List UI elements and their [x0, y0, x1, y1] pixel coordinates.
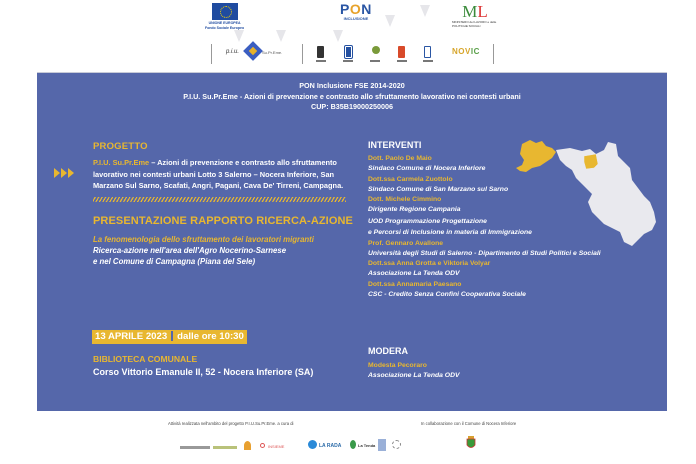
moderator-name: Modesta Pecoraro	[368, 362, 427, 369]
eu-logo	[205, 3, 244, 30]
nocera-inferiore-crest-icon	[466, 436, 476, 450]
modera-title: MODERA	[368, 346, 408, 356]
progetto-line3: Marzano Sul Sarno, Scafati, Angri, Pagani, Cava De' Tirreni, Campagna.	[93, 181, 344, 190]
speaker-name: Dott.ssa Carmela Zuottolo	[368, 175, 453, 183]
nocera-crest-icon	[317, 46, 324, 58]
decor-triangle	[234, 30, 244, 42]
speaker-name: Dott. Michele Cimmino	[368, 196, 442, 203]
speaker-role: Dirigente Regione Campania	[368, 206, 461, 213]
decor-triangle	[276, 30, 286, 42]
partner-logo-la-tenda: La Tenda	[358, 443, 376, 448]
partner-logo	[180, 446, 210, 449]
separator	[171, 331, 173, 341]
partner-logo-insieme: INSIEME	[268, 444, 285, 449]
moderator	[368, 361, 460, 382]
presentation-subtitle	[93, 234, 314, 267]
logo-caption	[397, 60, 407, 62]
progetto-line2: lavorativo nei contesti urbani Lotto 3 Salerno – Nocera Inferiore, San	[93, 169, 335, 179]
progetto-title: PROGETTO	[93, 141, 148, 152]
presentation-subtitle-line2: Ricerca-azione nell'area dell'Agro Nocerino-Sarnese	[93, 246, 287, 255]
header-line-project: P.I.U. Su.Pr.Eme - Azioni di prevenzione e contrasto allo sfruttamento lavorativo nei contesti urbani	[183, 91, 521, 101]
partner-logos	[180, 439, 400, 455]
footer-right-caption: In collaborazione con il Comune di Nocera Inferiore	[421, 421, 517, 426]
eu-logo-line1: UNIONE EUROPEA	[208, 21, 241, 25]
map-salerno-province	[556, 142, 656, 246]
decor-triangle	[420, 5, 430, 17]
campania-region-icon	[345, 46, 352, 58]
top-logo-bar	[0, 0, 696, 72]
progetto-description	[93, 157, 343, 192]
eu-flag-icon	[212, 3, 238, 20]
chevron-right-icon	[54, 168, 75, 178]
partner-logo	[392, 440, 401, 449]
speaker-name: Dott.ssa Anna Grotta e Viktoria Volyar	[368, 260, 491, 267]
eu-logo-line2: Fondo Sociale Europeo	[205, 26, 245, 30]
ministry-logo-mark: ML	[462, 2, 488, 21]
speaker-role: Sindaco Comune di San Marzano sul Sarno	[368, 185, 509, 193]
divider	[211, 44, 212, 64]
date-time-badge	[92, 330, 247, 344]
decor-triangle	[333, 30, 343, 42]
divider	[493, 44, 494, 64]
speaker-item	[368, 280, 658, 301]
speaker-name: Dott.ssa Annamaria Paesano	[368, 280, 462, 288]
speaker-name: Dott. Paolo De Maio	[368, 155, 432, 162]
logo-caption	[316, 60, 326, 62]
ministry-logo	[452, 3, 498, 28]
logo-caption	[343, 60, 353, 62]
piu-supreme-star-icon	[243, 41, 263, 61]
interventi-title: INTERVENTI	[368, 140, 422, 150]
pon-inclusione-logo	[340, 2, 372, 21]
speaker-item	[368, 259, 658, 280]
hatch-divider	[93, 197, 346, 202]
map-highlight-agro-nocerino	[516, 140, 556, 172]
partner-logo	[350, 440, 356, 449]
progetto-line1: – Azioni di prevenzione e contrasto allo sfruttamento	[149, 158, 337, 167]
partner-logo-la-rada: LA RADA	[319, 443, 342, 449]
speaker-role: e Percorsi di Inclusione in materia di Immigrazione	[368, 229, 532, 236]
speaker-role: Associazione La Tenda ODV	[368, 270, 460, 277]
supreme-logo-text: Su.Pr.Eme.	[262, 50, 283, 55]
partner-logo	[213, 446, 237, 449]
moderator-role: Associazione La Tenda ODV	[368, 372, 460, 379]
prefecture-icon	[424, 46, 431, 58]
speaker-role: Università degli Studi di Salerno - Dipartimento di Studi Politici e Sociali	[368, 249, 601, 257]
speaker-name: Prof. Gennaro Avallone	[368, 239, 444, 247]
program-header	[37, 81, 667, 113]
sicily-region-icon	[398, 46, 405, 58]
speaker-role: Sindaco Comune di Nocera Inferiore	[368, 165, 486, 172]
partner-logo	[378, 439, 386, 451]
divider	[302, 44, 303, 64]
ministry-logo-subtitle: MINISTERO del LAVORO e delle POLITICHE SOCIALI	[452, 20, 497, 28]
venue-name: BIBLIOTECA COMUNALE	[93, 354, 198, 364]
event-time: dalle ore 10:30	[177, 331, 244, 342]
event-panel	[37, 73, 667, 411]
presentation-subtitle-line1: La fenomenologia dello sfruttamento dei lavoratori migranti	[93, 235, 314, 244]
speaker-role: UOD Programmazione Progettazione	[368, 217, 487, 225]
partner-logo	[260, 443, 265, 448]
piu-logo-text: p.i.u.	[226, 49, 240, 55]
venue-address: Corso Vittorio Emanule II, 52 - Nocera Inferiore (SA)	[93, 367, 314, 377]
footer-left-caption: Attività realizzata nell'ambito del progetto P.I.U.Su.Pr.Eme. a cura di	[168, 421, 294, 426]
logo-caption	[423, 60, 433, 62]
salerno-province-map	[512, 138, 662, 248]
salerno-province-icon	[372, 46, 380, 54]
presentation-subtitle-line3: e nel Comune di Campagna (Piana del Sele)	[93, 257, 256, 266]
pon-logo-mark: PON	[340, 1, 372, 17]
speaker-role: CSC - Credito Senza Confini Cooperativa Sociale	[368, 290, 526, 298]
novic-logo: NOVIC	[452, 47, 480, 56]
decor-triangle	[385, 15, 395, 27]
partner-logo	[244, 441, 251, 450]
logo-caption	[370, 60, 380, 62]
project-name-highlight: P.I.U. Su.Pr.Eme	[93, 158, 150, 167]
event-date: 13 APRILE 2023	[95, 331, 168, 342]
header-line-program: PON Inclusione FSE 2014-2020	[299, 81, 405, 90]
partner-logo	[308, 440, 317, 449]
header-line-cup: CUP: B35B19000250006	[311, 102, 393, 111]
pon-logo-subtitle: INCLUSIONE	[343, 16, 369, 21]
presentation-title: PRESENTAZIONE RAPPORTO RICERCA-AZIONE	[93, 215, 353, 227]
